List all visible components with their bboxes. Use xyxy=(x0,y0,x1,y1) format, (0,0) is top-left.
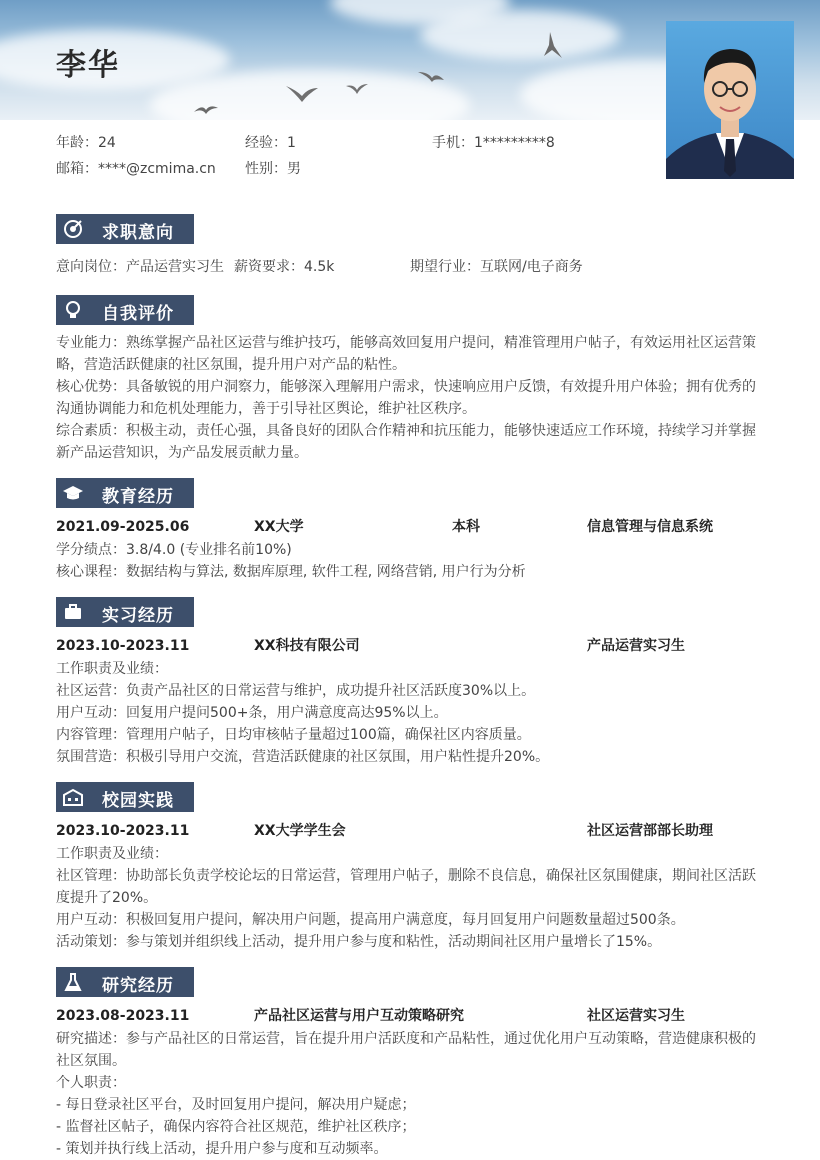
section-header-research xyxy=(56,967,194,997)
email-field: 邮箱：****@zcmima.cn xyxy=(56,161,216,177)
intent-industry: 期望行业：互联网/电子商务 xyxy=(410,259,583,275)
text-line: 核心优势：具备敏锐的用户洞察力，能够深入理解用户需求，快速响应用户反馈，有效提升用户体验；拥有优秀的 xyxy=(56,379,756,395)
internship-org: XX科技有限公司 xyxy=(254,638,360,654)
text-line: 略，营造活跃健康的社区氛围，提升用户对产品的粘性。 xyxy=(56,357,406,373)
bird-icon xyxy=(344,80,370,96)
text-line: 社区氛围。 xyxy=(56,1053,126,1069)
section-title: 自我评价 xyxy=(102,304,174,324)
section-title: 校园实践 xyxy=(102,791,174,811)
research-role: 社区运营实习生 xyxy=(587,1008,685,1024)
section-header-education xyxy=(56,478,194,508)
campus-org: XX大学学生会 xyxy=(254,823,346,839)
briefcase-icon xyxy=(62,601,84,623)
internship-details xyxy=(56,658,766,768)
text-line: 社区运营：负责产品社区的日常运营与维护，成功提升社区活跃度30%以上。 xyxy=(56,683,536,699)
text-line: 用户互动：积极回复用户提问，解决用户问题，提高用户满意度，每月回复用户问题数量超过500条。 xyxy=(56,912,685,928)
education-date: 2021.09-2025.06 xyxy=(56,519,190,535)
campus-date: 2023.10-2023.11 xyxy=(56,823,190,839)
text-line: 新产品运营知识，为产品发展贡献力量。 xyxy=(56,445,308,461)
text-line: 专业能力：熟练掌握产品社区运营与维护技巧，能够高效回复用户提问，精准管理用户帖子，有效运用社区运营策 xyxy=(56,335,756,351)
target-icon xyxy=(62,218,84,240)
self-eval-text xyxy=(56,332,766,464)
graduation-cap-icon xyxy=(62,482,84,504)
text-line: 内容管理：管理用户帖子，日均审核帖子量超过100篇，确保社区内容质量。 xyxy=(56,727,531,743)
section-header-intent xyxy=(56,214,194,244)
text-line: - 监督社区帖子，确保内容符合社区规范，维护社区秩序； xyxy=(56,1119,416,1135)
education-school: XX大学 xyxy=(254,519,304,535)
text-line: 沟通协调能力和危机处理能力，善于引导社区舆论，维护社区秩序。 xyxy=(56,401,476,417)
bird-icon xyxy=(536,28,566,62)
research-details xyxy=(56,1028,766,1160)
education-major: 信息管理与信息系统 xyxy=(587,519,713,535)
profile-photo xyxy=(666,21,794,179)
text-line: 社区管理：协助部长负责学校论坛的日常运营，管理用户帖子，删除不良信息，确保社区氛围健康，期间社区活跃 xyxy=(56,868,756,884)
bird-icon xyxy=(192,102,220,116)
research-date: 2023.08-2023.11 xyxy=(56,1008,190,1024)
section-title: 求职意向 xyxy=(102,223,174,243)
section-title: 研究经历 xyxy=(102,976,174,996)
text-line: 工作职责及业绩： xyxy=(56,846,168,862)
internship-role: 产品运营实习生 xyxy=(587,638,685,654)
intent-position: 意向岗位：产品运营实习生 xyxy=(56,259,224,275)
section-header-self-eval xyxy=(56,295,194,325)
text-line: 工作职责及业绩： xyxy=(56,661,168,677)
text-line: 综合素质：积极主动，责任心强，具备良好的团队合作精神和抗压能力，能够快速适应工作环境，持续学习并掌握 xyxy=(56,423,756,439)
bird-icon xyxy=(284,82,320,104)
campus-role: 社区运营部部长助理 xyxy=(587,823,713,839)
gender-field: 性别：男 xyxy=(245,161,301,177)
text-line: 氛围营造：积极引导用户交流，营造活跃健康的社区氛围，用户粘性提升20%。 xyxy=(56,749,550,765)
experience-field: 经验：1 xyxy=(245,135,296,151)
bird-icon xyxy=(416,68,446,86)
lightbulb-icon xyxy=(62,299,84,321)
research-project: 产品社区运营与用户互动策略研究 xyxy=(254,1008,464,1024)
internship-date: 2023.10-2023.11 xyxy=(56,638,190,654)
text-line: 用户互动：回复用户提问500+条，用户满意度高达95%以上。 xyxy=(56,705,448,721)
text-line: 核心课程：数据结构与算法, 数据库原理, 软件工程, 网络营销, 用户行为分析 xyxy=(56,564,526,580)
text-line: 学分绩点：3.8/4.0 (专业排名前10%) xyxy=(56,542,292,558)
age-field: 年龄：24 xyxy=(56,135,116,151)
education-details xyxy=(56,539,766,583)
candidate-name: 李华 xyxy=(56,48,120,83)
text-line: 度提升了20%。 xyxy=(56,890,158,906)
text-line: 个人职责： xyxy=(56,1075,126,1091)
phone-field: 手机：1*********8 xyxy=(432,135,555,151)
education-degree: 本科 xyxy=(452,519,480,535)
text-line: - 策划并执行线上活动，提升用户参与度和互动频率。 xyxy=(56,1141,388,1157)
text-line: 活动策划：参与策划并组织线上活动，提升用户参与度和粘性，活动期间社区用户量增长了15%。 xyxy=(56,934,662,950)
section-title: 教育经历 xyxy=(102,487,174,507)
campus-details xyxy=(56,843,766,953)
building-icon xyxy=(62,786,84,808)
text-line: - 每日登录社区平台，及时回复用户提问，解决用户疑虑； xyxy=(56,1097,416,1113)
text-line: 研究描述：参与产品社区的日常运营，旨在提升用户活跃度和产品粘性，通过优化用户互动策略，营造健康积极的 xyxy=(56,1031,756,1047)
section-title: 实习经历 xyxy=(102,606,174,626)
section-header-internship xyxy=(56,597,194,627)
intent-salary: 薪资要求：4.5k xyxy=(234,259,335,275)
flask-icon xyxy=(62,971,84,993)
section-header-campus xyxy=(56,782,194,812)
